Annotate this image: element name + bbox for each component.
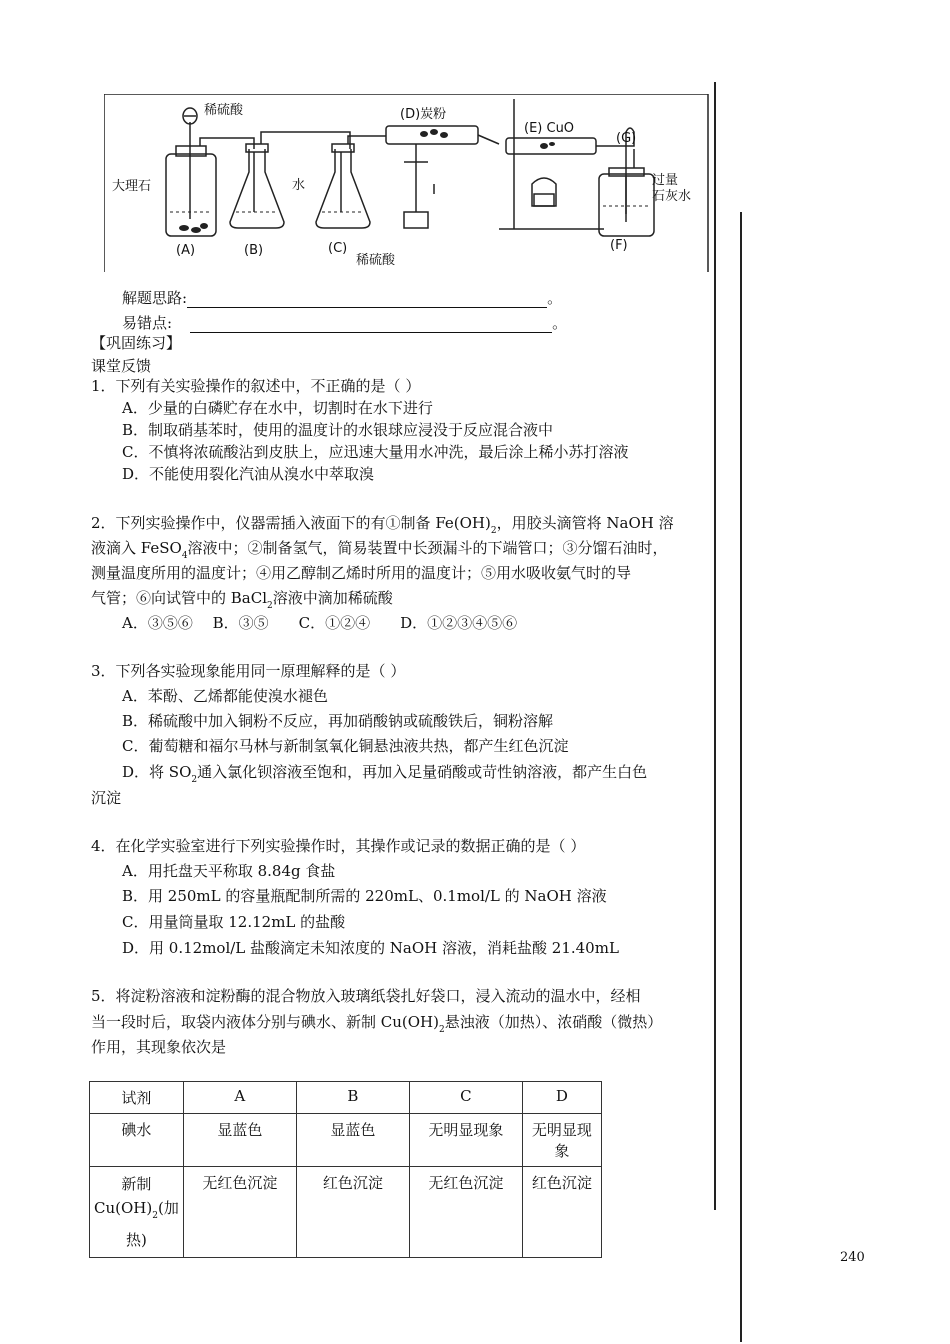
- q3-option-c[interactable]: C．葡萄糖和福尔马林与新制氢氧化铜悬浊液共热，都产生红色沉淀: [122, 737, 569, 755]
- q2-line-1-b: ，用胶头滴管将 NaOH 溶: [496, 514, 674, 532]
- label-a: (A): [176, 243, 196, 258]
- period-1: 。: [547, 289, 563, 307]
- cell-line: 象: [554, 1142, 570, 1160]
- table-row: [90, 1082, 602, 1114]
- table-cell: 显蓝色: [183, 1114, 296, 1167]
- table-cell: 无红色沉淀: [183, 1167, 296, 1258]
- table-cell: 显蓝色: [296, 1114, 409, 1167]
- q4-option-d[interactable]: D．用 0.12mol/L 盐酸滴定未知浓度的 NaOH 溶液，消耗盐酸 21.40mL: [122, 939, 619, 957]
- table-cell: 无明显现象: [409, 1114, 522, 1167]
- q4-stem: 4．在化学实验室进行下列实验操作时，其操作或记录的数据正确的是（ ）: [91, 837, 586, 855]
- table-cell: 试剂: [90, 1082, 184, 1114]
- q2-line-4-sub: 2: [267, 601, 273, 611]
- cell-line: (加: [157, 1199, 179, 1217]
- table-cell: 红色沉淀: [296, 1167, 409, 1258]
- label-g: (G): [616, 131, 637, 146]
- table-cell: 红色沉淀: [522, 1167, 601, 1258]
- label-limewater: 石灰水: [652, 189, 692, 204]
- q5-line-2-a: 当一段时后，取袋内液体分别与碘水、新制 Cu(OH): [91, 1013, 439, 1031]
- label-dilute-h2so4-top: 稀硫酸: [204, 103, 244, 118]
- q5-line-1: 5．将淀粉溶液和淀粉酶的混合物放入玻璃纸袋扎好袋口，浸入流动的温水中，经相: [91, 987, 641, 1005]
- q2-line-4-b: 溶液中滴加稀硫酸: [272, 589, 393, 607]
- error-points-line: [122, 312, 567, 333]
- q2-line-2: [91, 538, 668, 566]
- q1-option-b[interactable]: B．制取硝基苯时，使用的温度计的水银球应浸没于反应混合液中: [122, 421, 554, 439]
- q1-option-d[interactable]: D．不能使用裂化汽油从溴水中萃取溴: [122, 465, 375, 483]
- table-cell: C: [409, 1082, 522, 1114]
- q3-stem: 3．下列各实验现象能用同一原理解释的是（ ）: [91, 662, 406, 680]
- cell-line: 新制: [121, 1175, 152, 1193]
- q2-line-3: 测量温度所用的温度计；④用乙醇制乙烯时所用的温度计；⑤用水吸收氨气时的导: [91, 564, 632, 582]
- q1-option-c[interactable]: C．不慎将浓硫酸沾到皮肤上，应迅速大量用水冲洗，最后涂上稀小苏打溶液: [122, 443, 629, 461]
- table-cell: [522, 1114, 601, 1167]
- reagent-table: [89, 1081, 602, 1258]
- table-row: [90, 1167, 602, 1258]
- q3-option-d-b: 通入氯化钡溶液至饱和，再加入足量硝酸或苛性钠溶液，都产生白色: [197, 763, 648, 781]
- label-water: 水: [292, 178, 306, 193]
- table-cell: 碘水: [90, 1114, 184, 1167]
- subsection-title: 课堂反馈: [91, 357, 152, 375]
- label-marble: 大理石: [112, 179, 152, 194]
- page-number: 240: [840, 1250, 865, 1265]
- q2-line-4: [91, 588, 393, 616]
- margin-rule-right: [740, 212, 742, 1342]
- q2-line-1-sub: 2: [490, 526, 497, 536]
- label-carbon-powder: (D)炭粉: [400, 107, 447, 122]
- q3-option-d-sub: 2: [191, 775, 198, 785]
- cell-line: 无明显现: [531, 1121, 592, 1139]
- table-cell: B: [296, 1082, 409, 1114]
- label-cuo: (E) CuO: [524, 121, 575, 136]
- q2-line-1: [91, 513, 674, 541]
- q4-option-a[interactable]: A．用托盘天平称取 8.84g 食盐: [122, 862, 336, 880]
- apparatus-diagram: [104, 94, 710, 274]
- q2-line-4-a: 气管；⑥向试管中的 BaCl: [91, 589, 268, 607]
- q1-option-a[interactable]: A．少量的白磷贮存在水中，切割时在水下进行: [122, 399, 433, 417]
- q2-line-2-a: 液滴入 FeSO: [91, 539, 182, 557]
- q5-line-2-b: 悬浊液（加热）、浓硝酸（微热）: [444, 1013, 663, 1031]
- cell-sub: 2: [152, 1211, 158, 1221]
- q5-line-2: [91, 1012, 662, 1040]
- solving-thoughts-label: 解题思路:: [122, 289, 188, 307]
- q2-line-2-sub: 4: [181, 551, 188, 561]
- section-title: 【巩固练习】: [91, 334, 182, 352]
- q3-option-b[interactable]: B．稀硫酸中加入铜粉不反应，再加硝酸钠或硫酸铁后，铜粉溶解: [122, 712, 554, 730]
- q1-stem: 1．下列有关实验操作的叙述中，不正确的是（ ）: [91, 377, 421, 395]
- table-cell: 无红色沉淀: [409, 1167, 522, 1258]
- solving-thoughts-blank[interactable]: [187, 293, 547, 308]
- period-2: 。: [552, 314, 568, 332]
- q2-line-2-b: 溶液中；②制备氢气，简易装置中长颈漏斗的下端管口；③分馏石油时，: [187, 539, 668, 557]
- q4-option-c[interactable]: C．用量筒量取 12.12mL 的盐酸: [122, 913, 346, 931]
- label-f: (F): [610, 238, 628, 253]
- table-row: [90, 1114, 602, 1167]
- table-cell: [90, 1167, 184, 1258]
- q4-option-b[interactable]: B．用 250mL 的容量瓶配制所需的 220mL、0.1mol/L 的 NaOH 溶液: [122, 887, 607, 905]
- q3-option-a[interactable]: A．苯酚、乙烯都能使溴水褪色: [122, 687, 328, 705]
- q2-options[interactable]: A．③⑤⑥ B．③⑤ C．①②④ D．①②③④⑤⑥: [122, 614, 518, 632]
- error-points-blank[interactable]: [190, 318, 552, 333]
- margin-rule-left: [714, 82, 716, 1210]
- cell-line: Cu(OH): [94, 1199, 153, 1217]
- q2-line-1-a: 2．下列实验操作中，仪器需插入液面下的有①制备 Fe(OH): [91, 514, 491, 532]
- q5-line-3: 作用，其现象依次是: [91, 1038, 227, 1056]
- solving-thoughts-line: [122, 287, 562, 308]
- label-c: (C): [328, 241, 348, 256]
- label-dilute-h2so4-bottom: 稀硫酸: [356, 253, 396, 268]
- label-excess: 过量: [652, 173, 679, 188]
- error-points-label: 易错点:: [122, 314, 173, 332]
- label-b: (B): [244, 243, 264, 258]
- q5-line-2-sub: 2: [439, 1025, 445, 1035]
- table-cell: D: [522, 1082, 601, 1114]
- table-cell: A: [183, 1082, 296, 1114]
- q3-option-d-a: D．将 SO: [122, 763, 192, 781]
- q3-option-d[interactable]: [122, 762, 647, 790]
- cell-line: 热): [125, 1231, 147, 1249]
- q3-option-d-cont: 沉淀: [91, 789, 122, 807]
